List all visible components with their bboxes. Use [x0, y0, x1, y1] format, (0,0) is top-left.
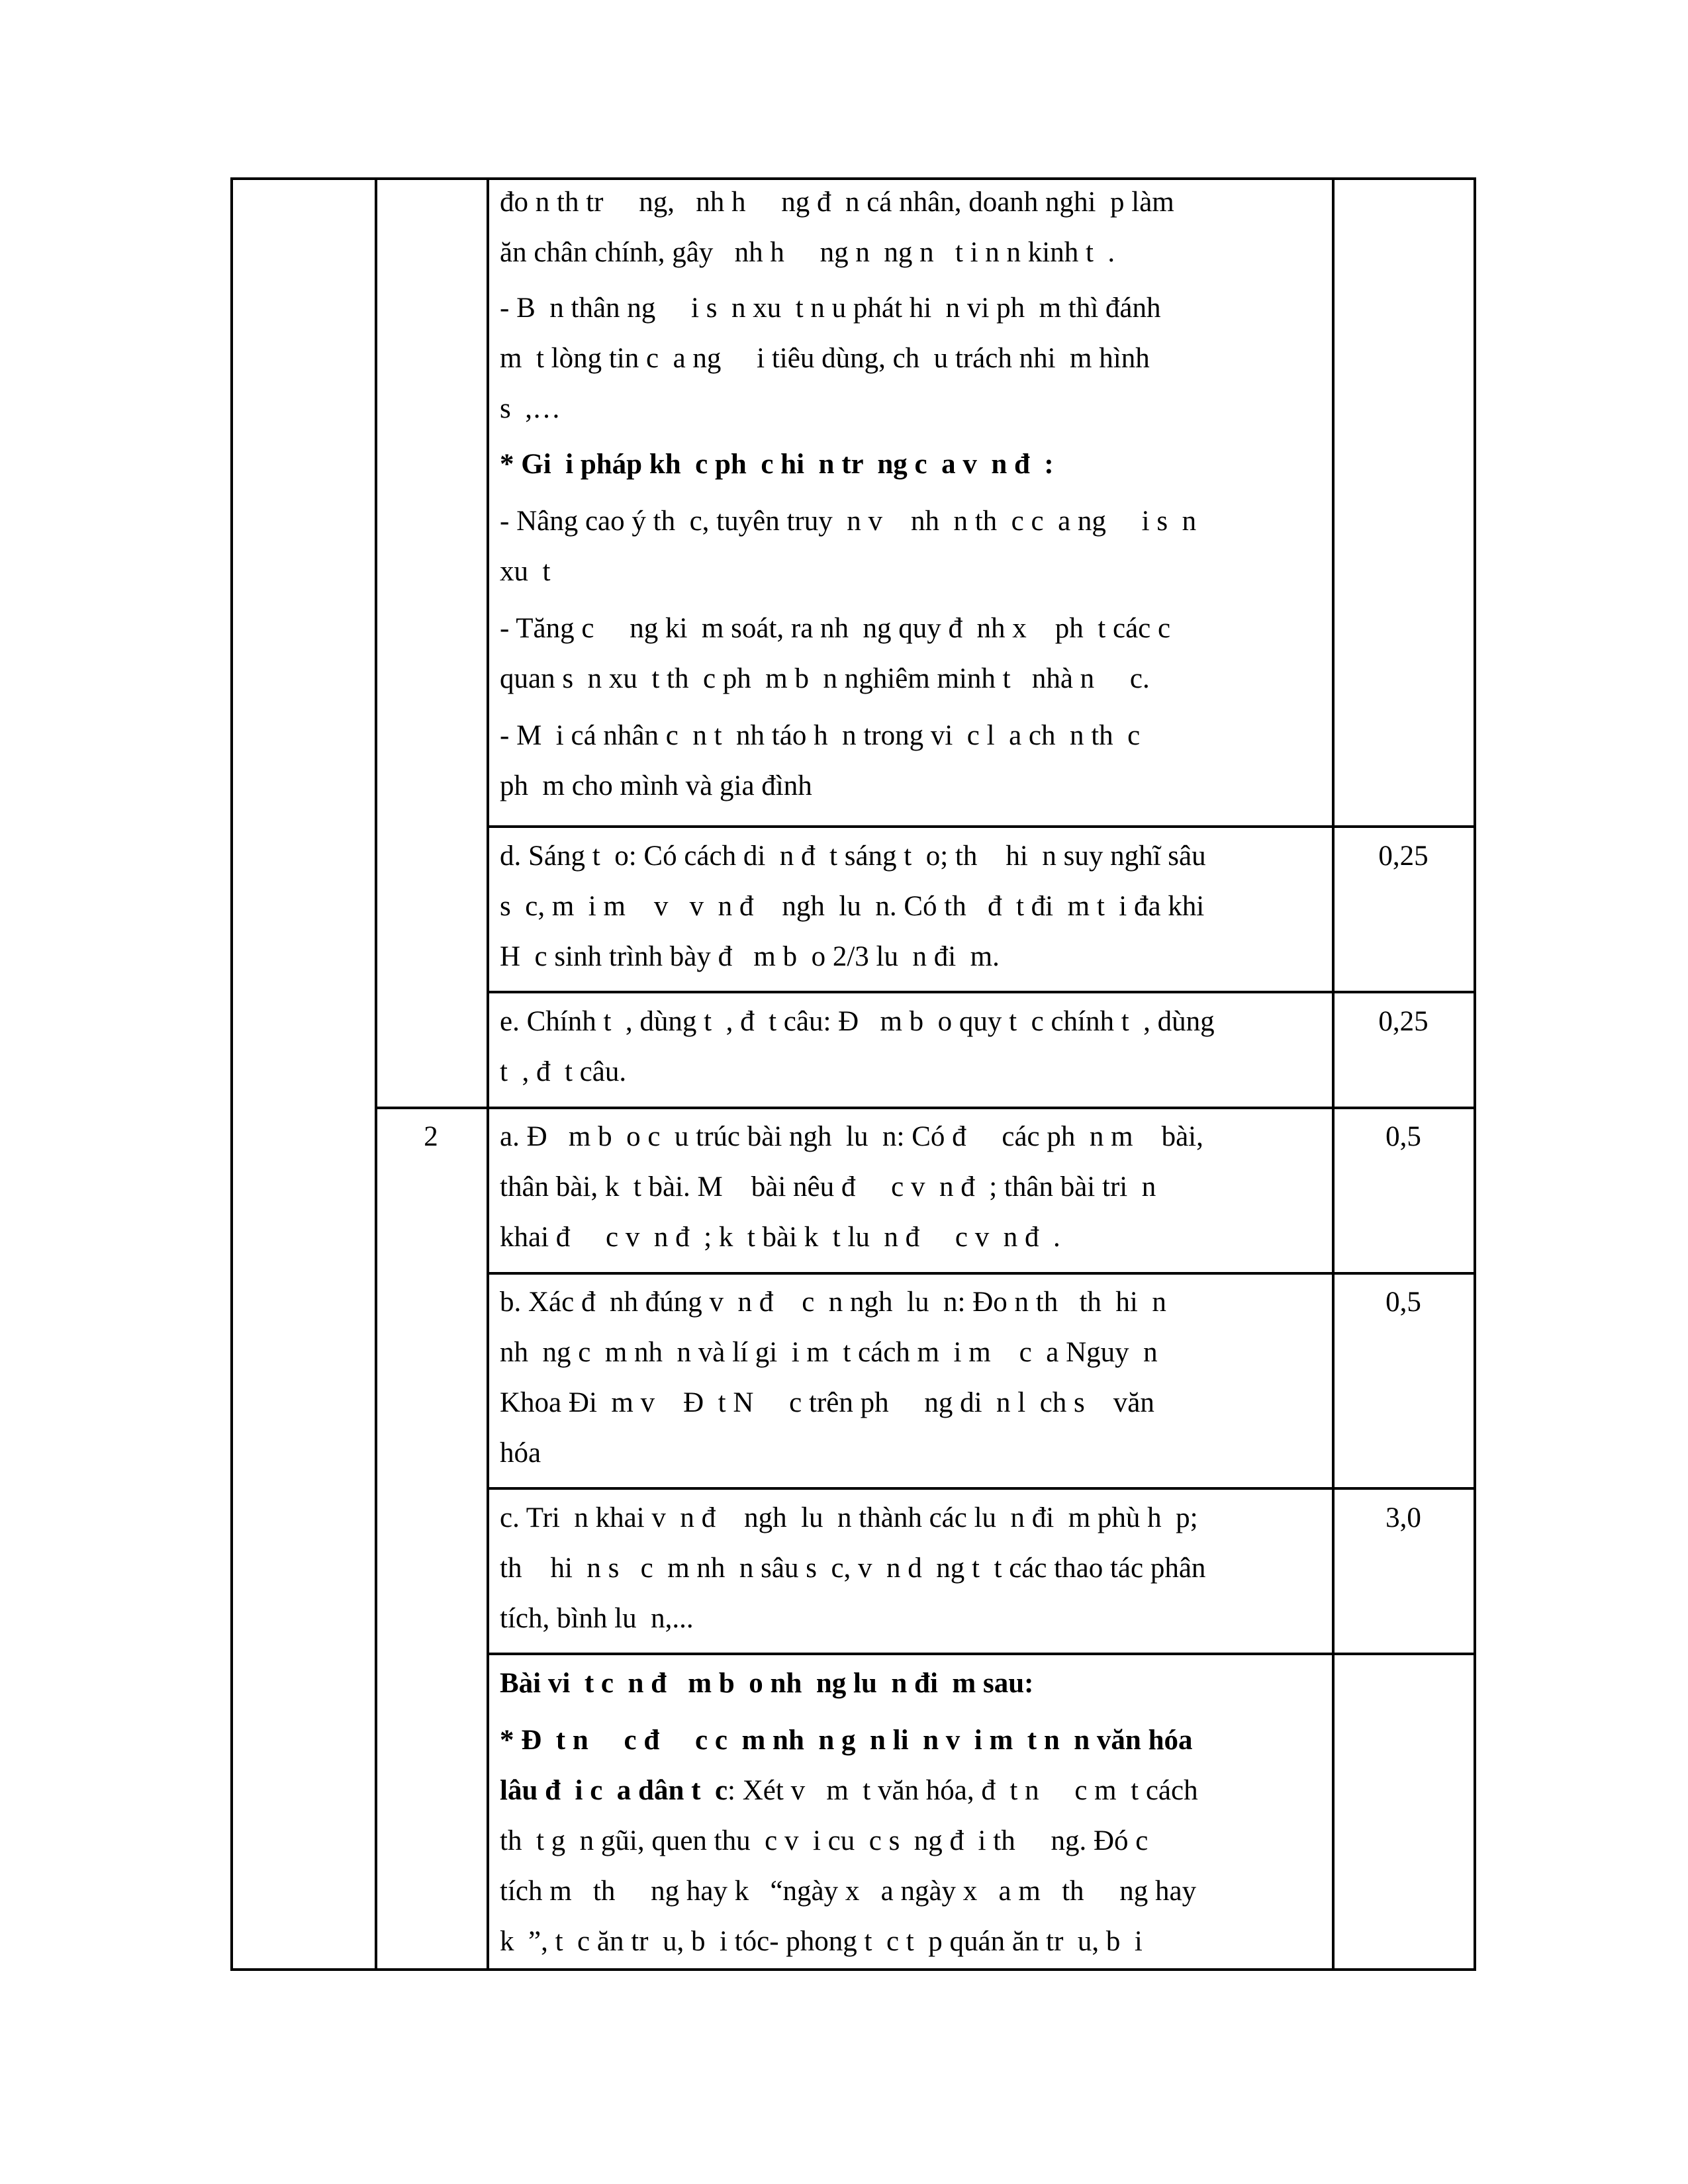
content-line: ăn chân chính, gây nh h ng n ng n t i n n kinh t . [500, 237, 1115, 268]
score-b: 0,5 [1385, 1287, 1421, 1318]
criterion-b-line: b. Xác đ nh đúng v n đ c n ngh lu n: Đo n th th hi n [500, 1287, 1166, 1318]
content-line: - Tăng c ng ki m soát, ra nh ng quy đ nh x ph t các c [500, 613, 1171, 644]
criterion-a-line: khai đ c v n đ ; k t bài k t lu n đ c v n đ . [500, 1222, 1060, 1253]
criterion-d-line: H c sinh trình bày đ m b o 2/3 lu n đi m. [500, 941, 1000, 972]
content-line: ph m cho mình và gia đình [500, 770, 812, 801]
criterion-d-line: d. Sáng t o: Có cách di n đ t sáng t o; th hi n suy nghĩ sâu [500, 841, 1206, 872]
point-line: k ”, t c ăn tr u, b i tóc- phong t c t p quán ăn tr u, b i [500, 1926, 1143, 1957]
point-line: th t g n gũi, quen thu c v i cu c s ng đ i th ng. Đó c [500, 1825, 1149, 1856]
table-border-bottom [230, 1968, 1476, 1971]
part-number: 2 [424, 1121, 438, 1152]
content-line: m t lòng tin c a ng i tiêu dùng, ch u trách nhi m hình [500, 343, 1150, 374]
content-line: quan s n xu t th c ph m b n nghiêm minh t nhà n c. [500, 663, 1150, 694]
point-text: : Xét v m t văn hóa, đ t n c m t cách [727, 1775, 1198, 1806]
criterion-c-line: c. Tri n khai v n đ ngh lu n thành các lu n đi m phù h p; [500, 1502, 1198, 1533]
criterion-b-line: nh ng c m nh n và lí gi i m t cách m i m c a Nguy n [500, 1337, 1158, 1368]
table-col-line-2 [375, 177, 377, 1971]
content-line: - B n thân ng i s n xu t n u phát hi n vi ph m thì đánh [500, 293, 1161, 324]
criterion-c-line: tích, bình lu n,... [500, 1603, 694, 1634]
content-heading: * Gi i pháp kh c ph c hi n tr ng c a v n đ : [500, 449, 1054, 480]
table-col-line-5 [1474, 177, 1476, 1971]
table-col-line-3 [487, 177, 489, 1971]
content-line: s ,… [500, 393, 561, 424]
criterion-e-line: e. Chính t , dùng t , đ t câu: Đ m b o quy t c chính t , dùng [500, 1006, 1215, 1037]
row-separator [487, 1272, 1476, 1275]
content-line: đo n th tr ng, nh h ng đ n cá nhân, doanh nghi p làm [500, 187, 1174, 218]
content-line: xu t [500, 556, 551, 587]
row-separator [487, 825, 1476, 828]
row-separator [487, 991, 1476, 993]
content-line: - M i cá nhân c n t nh táo h n trong vi c l a ch n th c [500, 720, 1141, 751]
criterion-d-line: s c, m i m v v n đ ngh lu n. Có th đ t đi m t i đa khi [500, 891, 1205, 922]
point-line [500, 1774, 1198, 1808]
criterion-b-line: Khoa Đi m v Đ t N c trên ph ng di n l ch s văn [500, 1387, 1154, 1418]
table-col-line-1 [230, 177, 233, 1971]
score-d: 0,25 [1378, 841, 1429, 872]
table-col-line-4 [1332, 177, 1335, 1971]
points-heading: Bài vi t c n đ m b o nh ng lu n đi m sau: [500, 1668, 1034, 1699]
criterion-c-line: th hi n s c m nh n sâu s c, v n d ng t t các thao tác phân [500, 1553, 1206, 1584]
row-separator [487, 1487, 1476, 1490]
row-separator [375, 1107, 1476, 1109]
table-border-top [230, 177, 1476, 180]
criterion-e-line: t , đ t câu. [500, 1056, 627, 1087]
criterion-a-line: a. Đ m b o c u trúc bài ngh lu n: Có đ các ph n m bài, [500, 1121, 1203, 1152]
point-heading: * Đ t n c đ c c m nh n g n li n v i m t n n văn hóa [500, 1725, 1193, 1756]
score-e: 0,25 [1378, 1006, 1429, 1037]
row-separator [487, 1653, 1476, 1655]
criterion-b-line: hóa [500, 1437, 541, 1469]
score-a: 0,5 [1385, 1121, 1421, 1152]
point-line: tích m th ng hay k “ngày x a ngày x a m th ng hay [500, 1876, 1197, 1907]
content-line: - Nâng cao ý th c, tuyên truy n v nh n th c c a ng i s n [500, 506, 1197, 537]
point-heading-tail: lâu đ i c a dân t c [500, 1775, 728, 1806]
score-c: 3,0 [1385, 1502, 1421, 1533]
criterion-a-line: thân bài, k t bài. M bài nêu đ c v n đ ; thân bài tri n [500, 1171, 1156, 1203]
